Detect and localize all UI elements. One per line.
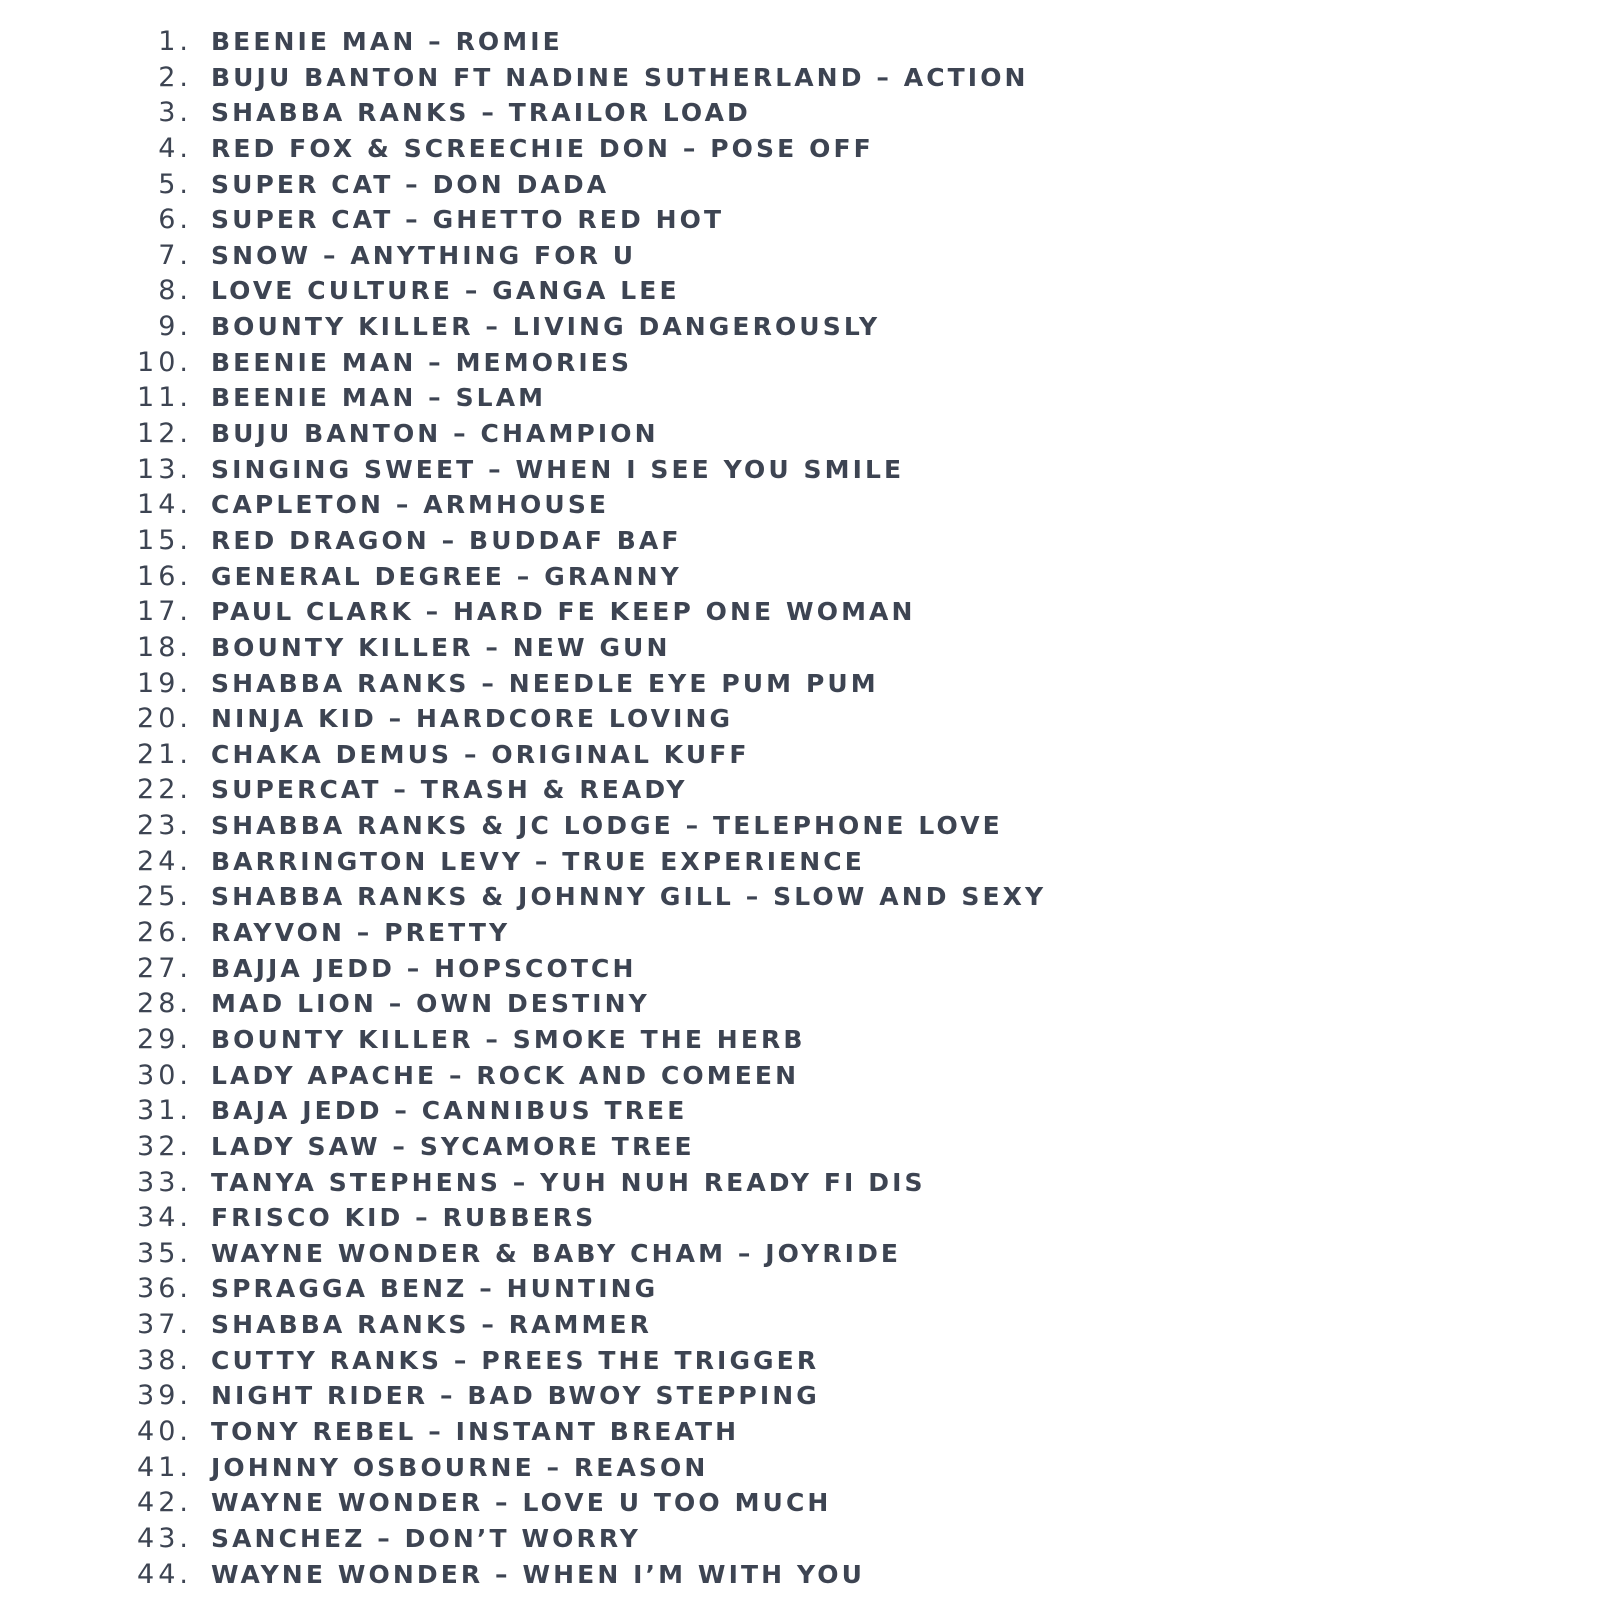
- track-item: [0, 701, 1600, 737]
- track-artist-title: BOUNTY KILLER – NEW GUN: [211, 632, 671, 662]
- track-artist-title: SPRAGGA BENZ – HUNTING: [211, 1274, 659, 1304]
- track-number: 36.: [137, 1273, 192, 1305]
- track-item: [0, 523, 1600, 559]
- track-item: [0, 1022, 1600, 1058]
- track-item: [0, 1450, 1600, 1486]
- track-number: 35.: [137, 1237, 192, 1269]
- track-artist-title: WAYNE WONDER – LOVE U TOO MUCH: [211, 1488, 832, 1518]
- track-artist-title: BARRINGTON LEVY – TRUE EXPERIENCE: [211, 846, 865, 876]
- track-number: 19.: [137, 667, 192, 699]
- track-artist-title: BOUNTY KILLER – SMOKE THE HERB: [211, 1024, 806, 1054]
- track-number: 31.: [137, 1095, 192, 1127]
- track-artist-title: RED FOX & SCREECHIE DON – POSE OFF: [211, 133, 874, 163]
- track-artist-title: BAJJA JEDD – HOPSCOTCH: [211, 953, 637, 983]
- track-item: [0, 1557, 1600, 1593]
- track-number: 9.: [158, 311, 192, 343]
- track-item: [0, 131, 1600, 167]
- track-number: 2.: [158, 61, 192, 93]
- track-number: 24.: [137, 845, 192, 877]
- track-artist-title: SHABBA RANKS – NEEDLE EYE PUM PUM: [211, 668, 879, 698]
- track-item: [0, 309, 1600, 345]
- track-artist-title: CAPLETON – ARMHOUSE: [211, 490, 610, 520]
- track-item: [0, 95, 1600, 131]
- track-number: 22.: [137, 774, 192, 806]
- track-item: [0, 1521, 1600, 1557]
- track-item: [0, 559, 1600, 595]
- track-artist-title: BEENIE MAN – ROMIE: [211, 27, 563, 56]
- track-artist-title: BUJU BANTON – CHAMPION: [211, 419, 659, 449]
- track-item: [0, 1307, 1600, 1343]
- track-number: 30.: [137, 1059, 192, 1091]
- track-artist-title: SANCHEZ – DON’T WORRY: [211, 1523, 642, 1553]
- track-item: [0, 416, 1600, 452]
- track-item: [0, 273, 1600, 309]
- track-number: 21.: [137, 738, 192, 770]
- track-number: 5.: [158, 168, 192, 200]
- track-artist-title: RED DRAGON – BUDDAF BAF: [211, 525, 682, 555]
- track-item: [0, 1343, 1600, 1379]
- track-artist-title: WAYNE WONDER – WHEN I’M WITH YOU: [211, 1559, 866, 1589]
- track-artist-title: TONY REBEL – INSTANT BREATH: [211, 1416, 740, 1446]
- track-number: 3.: [158, 97, 192, 129]
- track-artist-title: SUPERCAT – TRASH & READY: [211, 775, 688, 805]
- track-item: [0, 1485, 1600, 1521]
- track-item: [0, 452, 1600, 488]
- track-artist-title: JOHNNY OSBOURNE – REASON: [211, 1452, 709, 1482]
- track-artist-title: NIGHT RIDER – BAD BWOY STEPPING: [211, 1381, 820, 1411]
- track-artist-title: LADY APACHE – ROCK AND COMEEN: [211, 1060, 800, 1090]
- track-artist-title: GENERAL DEGREE – GRANNY: [211, 561, 682, 591]
- track-number: 1.: [158, 26, 192, 57]
- track-artist-title: SHABBA RANKS & JOHNNY GILL – SLOW AND SEXY: [211, 882, 1047, 912]
- track-artist-title: BEENIE MAN – MEMORIES: [211, 347, 633, 377]
- track-artist-title: SNOW – ANYTHING FOR U: [211, 240, 637, 270]
- track-number: 10.: [137, 346, 192, 378]
- track-number: 39.: [137, 1380, 192, 1412]
- track-artist-title: CUTTY RANKS – PREES THE TRIGGER: [211, 1345, 820, 1375]
- track-item: [0, 24, 1600, 60]
- track-artist-title: SHABBA RANKS & JC LODGE – TELEPHONE LOVE: [211, 811, 1003, 841]
- track-number: 42.: [137, 1487, 192, 1519]
- track-item: [0, 1165, 1600, 1201]
- track-number: 23.: [137, 810, 192, 842]
- track-number: 40.: [137, 1415, 192, 1447]
- track-number: 13.: [137, 453, 192, 485]
- track-number: 15.: [137, 524, 192, 556]
- track-item: [0, 986, 1600, 1022]
- track-artist-title: BUJU BANTON FT NADINE SUTHERLAND – ACTION: [211, 62, 1029, 92]
- track-artist-title: SUPER CAT – DON DADA: [211, 169, 610, 199]
- track-item: [0, 808, 1600, 844]
- track-artist-title: SHABBA RANKS – RAMMER: [211, 1310, 653, 1340]
- track-number: 27.: [137, 952, 192, 984]
- track-number: 8.: [158, 275, 192, 307]
- track-item: [0, 60, 1600, 96]
- track-item: [0, 951, 1600, 987]
- track-item: [0, 487, 1600, 523]
- track-number: 29.: [137, 1023, 192, 1055]
- track-item: [0, 1129, 1600, 1165]
- track-item: [0, 345, 1600, 381]
- track-number: 33.: [137, 1166, 192, 1198]
- track-number: 6.: [158, 204, 192, 236]
- track-artist-title: BAJA JEDD – CANNIBUS TREE: [211, 1096, 688, 1126]
- tracklist: [0, 24, 1600, 1592]
- track-artist-title: TANYA STEPHENS – YUH NUH READY FI DIS: [211, 1167, 926, 1197]
- track-number: 4.: [158, 132, 192, 164]
- track-artist-title: RAYVON – PRETTY: [211, 918, 511, 948]
- track-artist-title: CHAKA DEMUS – ORIGINAL KUFF: [211, 739, 750, 769]
- track-number: 20.: [137, 703, 192, 735]
- track-number: 38.: [137, 1344, 192, 1376]
- track-artist-title: BOUNTY KILLER – LIVING DANGEROUSLY: [211, 312, 881, 342]
- track-item: [0, 1236, 1600, 1272]
- track-artist-title: LOVE CULTURE – GANGA LEE: [211, 276, 680, 306]
- track-artist-title: SUPER CAT – GHETTO RED HOT: [211, 205, 725, 235]
- track-number: 14.: [137, 489, 192, 521]
- track-number: 41.: [137, 1451, 192, 1483]
- track-artist-title: LADY SAW – SYCAMORE TREE: [211, 1131, 695, 1161]
- track-number: 12.: [137, 418, 192, 450]
- track-number: 32.: [137, 1130, 192, 1162]
- track-artist-title: PAUL CLARK – HARD FE KEEP ONE WOMAN: [211, 597, 916, 627]
- track-item: [0, 1200, 1600, 1236]
- track-number: 25.: [137, 881, 192, 913]
- track-number: 28.: [137, 988, 192, 1020]
- track-item: [0, 238, 1600, 274]
- track-artist-title: SHABBA RANKS – TRAILOR LOAD: [211, 98, 751, 128]
- track-artist-title: MAD LION – OWN DESTINY: [211, 989, 650, 1019]
- track-artist-title: FRISCO KID – RUBBERS: [211, 1203, 597, 1233]
- track-item: [0, 879, 1600, 915]
- track-number: 18.: [137, 631, 192, 663]
- track-item: [0, 737, 1600, 773]
- track-item: [0, 202, 1600, 238]
- track-number: 26.: [137, 917, 192, 949]
- track-item: [0, 844, 1600, 880]
- track-number: 7.: [158, 239, 192, 271]
- track-number: 37.: [137, 1309, 192, 1341]
- track-number: 17.: [137, 596, 192, 628]
- track-item: [0, 630, 1600, 666]
- track-item: [0, 380, 1600, 416]
- track-artist-title: NINJA KID – HARDCORE LOVING: [211, 704, 734, 734]
- track-item: [0, 1414, 1600, 1450]
- track-number: 11.: [137, 382, 192, 414]
- track-item: [0, 915, 1600, 951]
- track-number: 16.: [137, 560, 192, 592]
- track-item: [0, 1271, 1600, 1307]
- track-artist-title: BEENIE MAN – SLAM: [211, 383, 547, 413]
- track-item: [0, 1378, 1600, 1414]
- track-item: [0, 594, 1600, 630]
- track-item: [0, 1058, 1600, 1094]
- track-item: [0, 772, 1600, 808]
- track-item: [0, 167, 1600, 203]
- track-number: 43.: [137, 1522, 192, 1554]
- track-artist-title: SINGING SWEET – WHEN I SEE YOU SMILE: [211, 454, 905, 484]
- track-artist-title: WAYNE WONDER & BABY CHAM – JOYRIDE: [211, 1238, 902, 1268]
- track-item: [0, 666, 1600, 702]
- track-number: 44.: [137, 1558, 192, 1590]
- track-number: 34.: [137, 1202, 192, 1234]
- track-item: [0, 1093, 1600, 1129]
